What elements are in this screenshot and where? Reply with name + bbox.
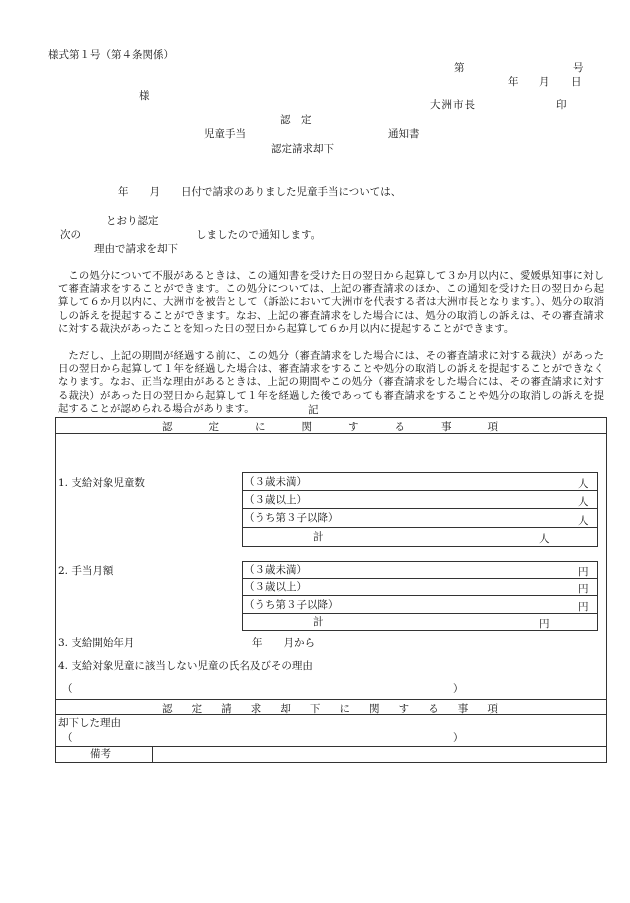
- rejection-open-paren: （: [62, 732, 73, 744]
- seal-mark: 印: [556, 99, 567, 111]
- child-count-over3-unit: 人: [578, 496, 589, 508]
- ki-heading: 記: [308, 404, 319, 416]
- rejection-reason-label: 却下した理由: [58, 717, 121, 729]
- choice-option-approve: とおり認定: [106, 215, 159, 227]
- allowance-third-label: （うち第３子以降）: [244, 599, 339, 611]
- title-top: 認 定: [280, 114, 312, 126]
- allowance-total-unit: 円: [539, 618, 550, 630]
- allowance-third-unit: 円: [578, 601, 589, 613]
- date-day: 日: [571, 76, 582, 88]
- addressee-suffix: 様: [139, 90, 150, 102]
- date-month: 月: [539, 76, 550, 88]
- item4-close-paren: ）: [453, 683, 464, 695]
- child-count-total-label: 計: [313, 531, 324, 543]
- title-left: 児童手当: [204, 128, 246, 140]
- item2-label: 2. 手当月額: [58, 565, 114, 577]
- title-bottom: 認定請求却下: [271, 143, 334, 155]
- item3-label: 3. 支給開始年月: [58, 637, 135, 649]
- table-header-approval: 認 定 に 関 す る 事 項: [162, 421, 498, 433]
- rejection-close-paren: ）: [453, 732, 464, 744]
- remarks-label: 備考: [90, 748, 111, 760]
- choice-prefix: 次の: [60, 229, 81, 241]
- allowance-under3-label: （３歳未満）: [244, 564, 307, 576]
- doc-number-suffix: 号: [573, 62, 584, 74]
- allowance-total-label: 計: [313, 616, 324, 628]
- item1-label: 1. 支給対象児童数: [58, 477, 145, 489]
- doc-number-prefix: 第: [454, 62, 465, 74]
- table-header-rejection: 認 定 請 求 却 下 に 関 す る 事 項: [162, 703, 498, 715]
- intro-line: 年 月 日付で請求のありました児童手当については、: [118, 186, 402, 198]
- child-count-total-unit: 人: [539, 533, 550, 545]
- child-count-under3-unit: 人: [578, 478, 589, 490]
- allowance-over3-unit: 円: [578, 583, 589, 595]
- allowance-under3-unit: 円: [578, 566, 589, 578]
- allowance-over3-label: （３歳以上）: [244, 581, 307, 593]
- child-count-third-label: （うち第３子以降）: [244, 512, 339, 524]
- child-count-under3-label: （３歳未満）: [244, 476, 307, 488]
- item4-open-paren: （: [62, 683, 73, 695]
- choice-option-reject: 理由で請求を却下: [94, 243, 178, 255]
- appeal-paragraph-1: この処分について不服があるときは、この通知書を受けた日の翌日から起算して３か月以内に、愛媛県知事に対して審査請求をすることができます。この処分については、上記の審査請求のほか、この通知を受けた日の翌日から起算して６か月以内に、大洲市を被告として（訴訟において大洲市を代表する者は大洲市長となります。）、処分の取消しの訴えを提起することができます。なお、上記の審査請求をした場合には、処分の取消しの訴えは、その審査請求に対する裁決があったことを知った日の翌日から起算して６か月以内に提起することができます。: [58, 270, 604, 335]
- form-id: 様式第１号（第４条関係）: [48, 49, 174, 61]
- child-count-over3-label: （３歳以上）: [244, 494, 307, 506]
- appeal-paragraph-2: ただし、上記の期間が経過する前に、この処分（審査請求をした場合には、その審査請求に対する裁決）があった日の翌日から起算して１年を経過した場合は、審査請求をすることや処分の取消しの訴えを提起することができなくなります。なお、正当な理由があるときは、上記の期間やこの処分（審査請求をした場合には、その審査請求に対する裁決）があった日の翌日から起算して１年を経過した後であっても審査請求をすることや処分の取消しの訴えを提起することが認められる場合があります。: [58, 350, 604, 415]
- issuer-name: 大洲市長: [430, 99, 476, 111]
- choice-suffix: しましたので通知します。: [196, 229, 322, 241]
- item4-label: 4. 支給対象児童に該当しない児童の氏名及びその理由: [58, 660, 313, 672]
- start-month-value: 年 月から: [252, 637, 315, 649]
- child-count-third-unit: 人: [578, 515, 589, 527]
- date-year: 年: [508, 76, 519, 88]
- title-right: 通知書: [388, 128, 420, 140]
